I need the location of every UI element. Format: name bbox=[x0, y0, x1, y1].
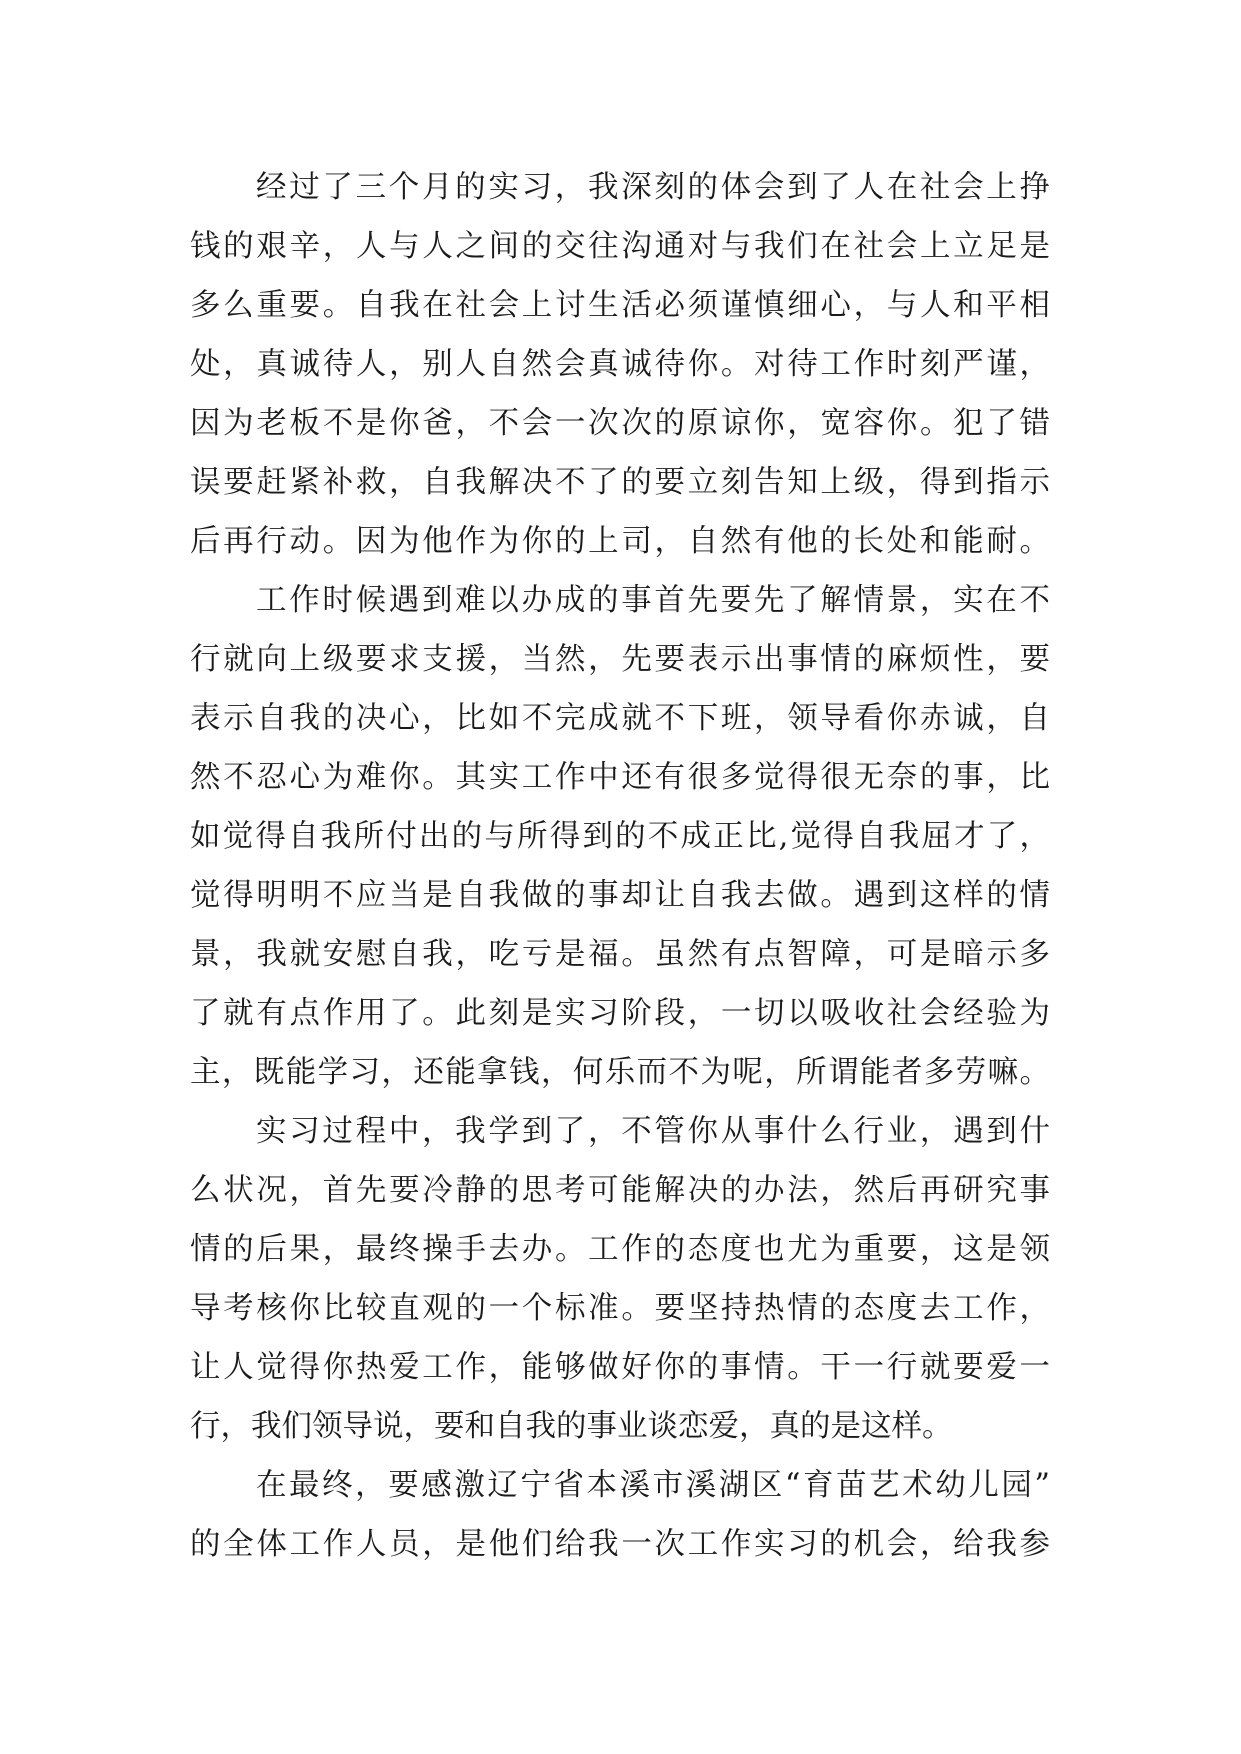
text-line: 景，我就安慰自我，吃亏是福。虽然有点智障，可是暗示多 bbox=[190, 937, 1050, 972]
paragraph-2 bbox=[190, 571, 1050, 1102]
text-line: 导考核你比较直观的一个标准。要坚持热情的态度去工作， bbox=[190, 1291, 1050, 1326]
text-line: 后再行动。因为他作为你的上司，自然有他的长处和能耐。 bbox=[190, 524, 1050, 559]
text-line: 主，既能学习，还能拿钱，何乐而不为呢，所谓能者多劳嘛。 bbox=[190, 1055, 1050, 1090]
paragraph-1 bbox=[190, 158, 1050, 571]
text-line: 然不忍心为难你。其实工作中还有很多觉得很无奈的事，比 bbox=[190, 760, 1050, 795]
text-line: 觉得明明不应当是自我做的事却让自我去做。遇到这样的情 bbox=[190, 878, 1050, 913]
text-line: 表示自我的决心，比如不完成就不下班，领导看你赤诚，自 bbox=[190, 701, 1050, 736]
text-line: 经过了三个月的实习，我深刻的体会到了人在社会上挣 bbox=[256, 170, 1050, 205]
text-line: 行，我们领导说，要和自我的事业谈恋爱，真的是这样。 bbox=[190, 1409, 953, 1444]
text-line: 了就有点作用了。此刻是实习阶段，一切以吸收社会经验为 bbox=[190, 996, 1050, 1031]
paragraph-3 bbox=[190, 1102, 1050, 1456]
text-line: 实习过程中，我学到了，不管你从事什么行业，遇到什 bbox=[256, 1114, 1050, 1149]
text-line: 工作时候遇到难以办成的事首先要先了解情景，实在不 bbox=[256, 583, 1050, 618]
text-line: 多么重要。自我在社会上讨生活必须谨慎细心，与人和平相 bbox=[190, 288, 1050, 323]
text-line: 的全体工作人员，是他们给我一次工作实习的机会，给我参 bbox=[190, 1527, 1050, 1562]
document-body bbox=[190, 158, 1050, 1574]
text-line: 因为老板不是你爸，不会一次次的原谅你，宽容你。犯了错 bbox=[190, 406, 1050, 441]
text-line: 在最终，要感激辽宁省本溪市溪湖区“育苗艺术幼儿园” bbox=[256, 1468, 1050, 1503]
text-line: 处，真诚待人，别人自然会真诚待你。对待工作时刻严谨， bbox=[190, 347, 1050, 382]
text-line: 情的后果，最终操手去办。工作的态度也尤为重要，这是领 bbox=[190, 1232, 1050, 1267]
text-line: 让人觉得你热爱工作，能够做好你的事情。干一行就要爱一 bbox=[190, 1350, 1050, 1385]
text-line: 行就向上级要求支援，当然，先要表示出事情的麻烦性，要 bbox=[190, 642, 1050, 677]
text-line: 误要赶紧补救，自我解决不了的要立刻告知上级，得到指示 bbox=[190, 465, 1050, 500]
text-line: 如觉得自我所付出的与所得到的不成正比,觉得自我屈才了， bbox=[190, 819, 1050, 854]
text-line: 么状况，首先要冷静的思考可能解决的办法，然后再研究事 bbox=[190, 1173, 1050, 1208]
text-line: 钱的艰辛，人与人之间的交往沟通对与我们在社会上立足是 bbox=[190, 229, 1050, 264]
paragraph-4 bbox=[190, 1456, 1050, 1574]
